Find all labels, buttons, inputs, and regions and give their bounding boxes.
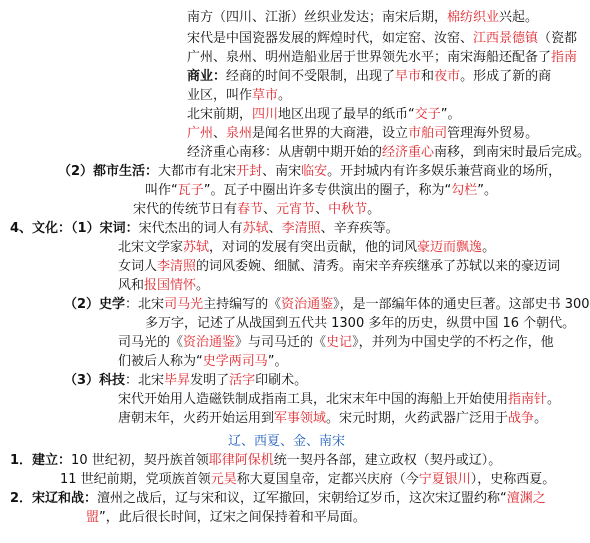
text-line [10, 220, 399, 238]
highlighted-term: 勾栏 [451, 183, 478, 198]
highlighted-term: 司马光 [164, 297, 204, 312]
line-text: 。 [278, 88, 292, 103]
line-text: ），史称西夏。 [470, 472, 556, 487]
text-line [64, 296, 590, 314]
line-text: ”。 [477, 183, 498, 198]
highlighted-term: 江西景德镇 [473, 31, 539, 46]
line-text: 澶州之战后，辽与宋和议，辽军撤回，宋朝给辽岁币，这次宋辽盟约称“ [97, 491, 507, 506]
line-text: 管理海外贸易。 [447, 126, 539, 141]
line-text: 和 [421, 69, 435, 84]
line-text: 。 [482, 240, 496, 255]
text-line [228, 433, 345, 451]
line-text: ”。 [267, 354, 288, 369]
line-text: 兴起。 [499, 10, 539, 25]
text-line [187, 87, 291, 105]
line-text: 》，是一部编年体的通史巨著。这部史书 300 [333, 297, 590, 312]
line-text: 、南宋 [262, 164, 302, 179]
text-line [118, 334, 554, 352]
line-text: 是闻名世界的大商港，设立 [252, 126, 409, 141]
text-line [187, 144, 590, 162]
highlighted-term: 经济重心 [382, 145, 435, 160]
highlighted-term: 交子 [414, 107, 441, 122]
line-text: 。 [534, 411, 548, 426]
line-text: 。开封城内有许多娱乐兼营商业的场所， [327, 164, 562, 179]
highlighted-term: 苏轼 [242, 221, 269, 236]
line-text: 地区出现了最早的纸币“ [278, 107, 415, 122]
line-text: 叫作“ [145, 183, 178, 198]
text-line [60, 471, 555, 489]
line-text: 唐朝末年，火药开始运用到 [118, 411, 275, 426]
highlighted-term: 中秋节 [328, 202, 368, 217]
text-line [10, 490, 546, 508]
bold-heading-text: 4、文化：（1）宋词： [10, 221, 139, 236]
highlighted-term: 宁夏银川 [418, 472, 471, 487]
highlighted-term: 瓦子 [177, 183, 204, 198]
text-line [187, 9, 538, 27]
text-line [145, 182, 497, 200]
highlighted-term: 四川 [252, 107, 279, 122]
highlighted-term: 泉州 [226, 126, 253, 141]
highlighted-term: 史记 [326, 335, 353, 350]
line-text: 经济重心南移：从唐朝中期开始的 [187, 145, 383, 160]
line-text: 称大夏国皇帝，定都兴庆府（今 [236, 472, 419, 487]
line-text: 、 [268, 221, 282, 236]
line-text: 、 [315, 202, 329, 217]
line-text: 11 世纪前期，党项族首领 [60, 472, 211, 487]
line-text: 。 [367, 202, 381, 217]
text-line [118, 391, 560, 409]
line-text: ：北宋 [125, 373, 165, 388]
highlighted-term: 指南针 [508, 392, 548, 407]
line-text: 宋代是中国瓷器发展的辉煌时代，如定窑、汝窑、 [187, 31, 474, 46]
line-text: 、 [213, 126, 227, 141]
line-text: 辽、西夏、金、南宋 [228, 434, 346, 449]
highlighted-term: 市舶司 [408, 126, 448, 141]
text-line [133, 201, 380, 219]
line-text: 发明了 [190, 373, 230, 388]
text-line [187, 106, 461, 124]
text-line [118, 258, 560, 276]
highlighted-term: 棉纺织业 [447, 10, 500, 25]
line-text: 业区，叫作 [187, 88, 253, 103]
highlighted-term: 军事领域 [274, 411, 327, 426]
line-text: ：北宋 [125, 297, 165, 312]
text-line [118, 353, 288, 371]
bold-heading-text: 2．宋辽和战： [10, 491, 98, 506]
highlighted-term: 元昊 [210, 472, 237, 487]
line-text: ”，此后很长时间，辽宋之间保持着和平局面。 [99, 510, 366, 525]
line-text: 南移，到南宋时最后完成。 [434, 145, 590, 160]
line-text: 广州、泉州、明州造船业居于世界领先水平；南宋海船还配备了 [187, 50, 552, 65]
highlighted-term: 开封 [236, 164, 263, 179]
text-line [118, 277, 209, 295]
bold-heading-text: 1．建立： [10, 453, 72, 468]
line-text: （瓷都 [538, 31, 578, 46]
line-text: 主持编写的《 [203, 297, 282, 312]
highlighted-term: 毕昇 [164, 373, 191, 388]
line-text: 10 世纪初，契丹族首领 [71, 453, 209, 468]
line-text: 们被后人称为“ [118, 354, 203, 369]
text-line [10, 452, 501, 470]
highlighted-term: 临安 [301, 164, 328, 179]
line-text: 印刷术。 [255, 373, 308, 388]
line-text: 司马光的《 [118, 335, 184, 350]
highlighted-term: 广州 [187, 126, 214, 141]
text-line [187, 68, 551, 86]
line-text: ”。 [440, 107, 461, 122]
highlighted-term: 指南 [551, 50, 578, 65]
bold-heading-text: （2）都市生活： [58, 164, 159, 179]
highlighted-term: 盟 [86, 510, 100, 525]
line-text: ，对词的发展有突出贡献，他的词风 [209, 240, 418, 255]
highlighted-term: 草市 [252, 88, 279, 103]
line-text: 女词人 [118, 259, 158, 274]
highlighted-term: 报国情怀 [144, 278, 197, 293]
line-text: 的词风委婉、细腻、清秀。南宋辛弃疾继承了苏轼以来的豪迈词 [196, 259, 561, 274]
line-text: 大都市有北宋 [158, 164, 237, 179]
text-line [58, 163, 561, 181]
highlighted-term: 早市 [395, 69, 422, 84]
line-text: 、 [263, 202, 277, 217]
highlighted-term: 李清照 [157, 259, 197, 274]
line-text: 。形成了新的商 [460, 69, 552, 84]
highlighted-term: 战争 [508, 411, 535, 426]
line-text: 多万字，记述了从战国到五代共 1300 多年的历史，纵贯中国 16 个朝代。 [145, 316, 576, 331]
line-text: 宋代的传统节日有 [133, 202, 238, 217]
line-text: 》，并列为中国史学的不朽之作，他 [352, 335, 554, 350]
highlighted-term: 史学两司马 [202, 354, 268, 369]
text-line [187, 30, 577, 48]
highlighted-term: 春节 [237, 202, 264, 217]
line-text: 风和 [118, 278, 145, 293]
highlighted-term: 豪迈而飘逸 [417, 240, 483, 255]
line-text: 统一契丹各部，建立政权（契丹或辽）。 [273, 453, 502, 468]
text-line [86, 509, 366, 527]
line-text: 宋代杰出的词人有 [138, 221, 243, 236]
highlighted-term: 苏轼 [183, 240, 210, 255]
line-text: ”。瓦子中圈出许多专供演出的圈子，称为“ [203, 183, 452, 198]
line-text: 北宋文学家 [118, 240, 184, 255]
highlighted-term: 元宵节 [276, 202, 316, 217]
line-text: 经商的时间不受限制，出现了 [226, 69, 396, 84]
bold-heading-text: （2）史学 [64, 297, 126, 312]
line-text: 南方（四川、江浙）丝织业发达；南宋后期， [187, 10, 448, 25]
line-text: 。 [547, 392, 561, 407]
bold-heading-text: 商业： [187, 69, 227, 84]
bold-heading-text: （3）科技 [64, 373, 126, 388]
text-line [145, 315, 575, 333]
highlighted-term: 资治通鉴 [183, 335, 236, 350]
line-text: 》与司马迁的《 [235, 335, 327, 350]
highlighted-term: 夜市 [434, 69, 461, 84]
text-line [187, 125, 538, 143]
line-text: 。宋元时期，火药武器广泛用于 [326, 411, 509, 426]
highlighted-term: 李清照 [281, 221, 321, 236]
line-text: 。 [196, 278, 210, 293]
text-line [64, 372, 307, 390]
line-text: 北宋前期， [187, 107, 253, 122]
text-line [118, 239, 495, 257]
line-text: 宋代开始用人造磁铁制成指南工具，北宋末年中国的海船上开始使用 [118, 392, 509, 407]
highlighted-term: 资治通鉴 [281, 297, 334, 312]
highlighted-term: 耶律阿保机 [208, 453, 274, 468]
highlighted-term: 澶渊之 [506, 491, 546, 506]
text-line [118, 410, 547, 428]
text-line [187, 49, 577, 67]
line-text: 、辛弃疾等。 [320, 221, 399, 236]
highlighted-term: 活字 [229, 373, 256, 388]
